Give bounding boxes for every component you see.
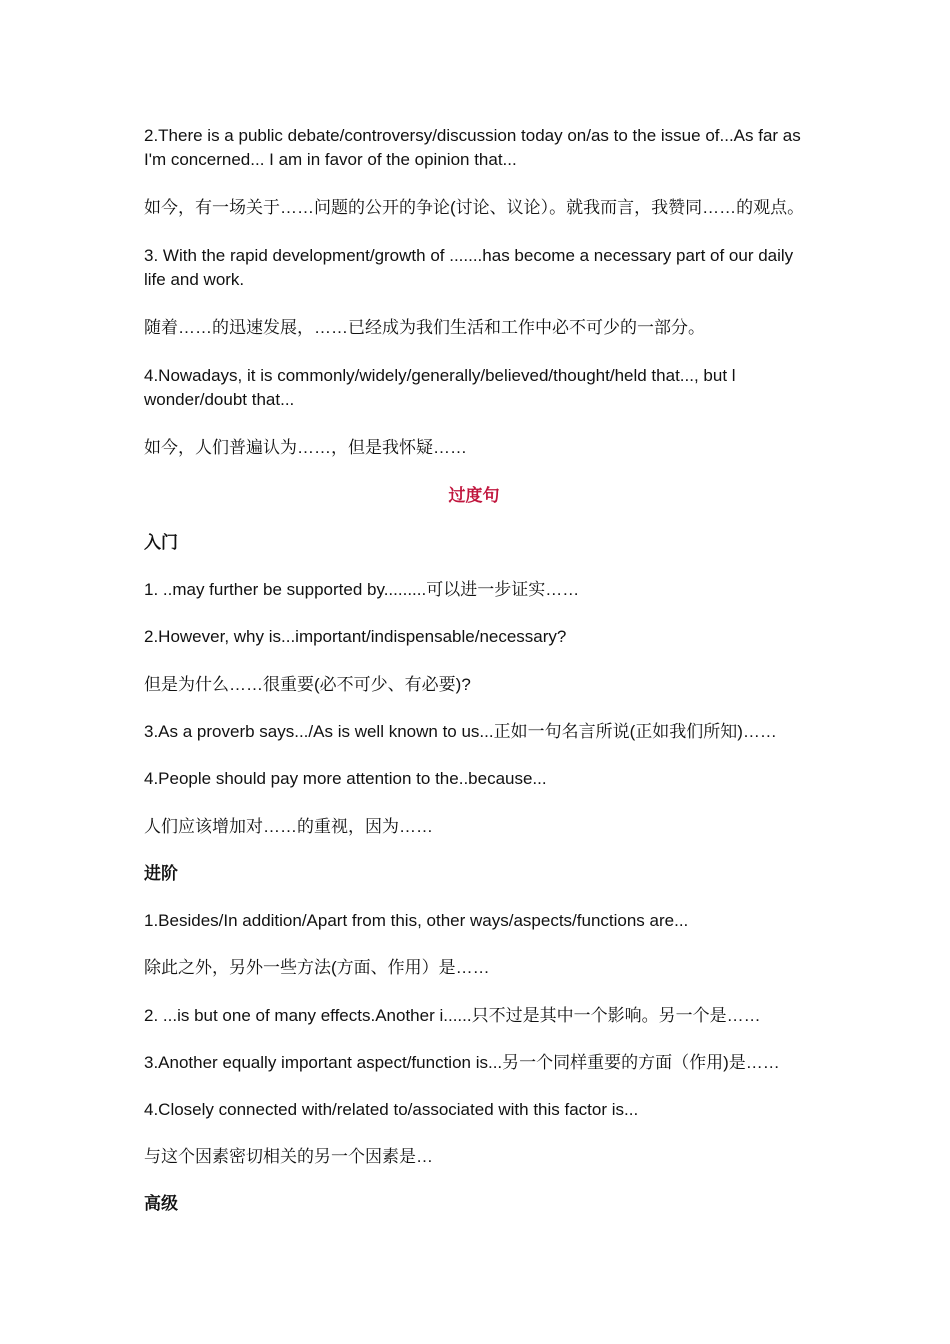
paragraph-debate-en: 2.There is a public debate/controversy/discussion today on/as to the issue of...As far as I'm concerned... I am in favor of the opinion that... [144, 126, 801, 169]
beginner-line: 2.However, why is...important/indispensable/necessary? [144, 627, 567, 646]
section-title: 过度句 [448, 486, 500, 505]
heading-intermediate: 进阶 [144, 864, 178, 883]
intermediate-line: 3.Another equally important aspect/function is...另一个同样重要的方面（作用)是…… [144, 1053, 780, 1072]
beginner-line: 但是为什么……很重要(必不可少、有必要)? [144, 675, 471, 694]
intermediate-line: 2. ...is but one of many effects.Another i......只不过是其中一个影响。另一个是…… [144, 1006, 761, 1025]
intermediate-line: 与这个因素密切相关的另一个因素是… [144, 1147, 433, 1166]
intermediate-line: 除此之外，另外一些方法(方面、作用）是…… [144, 958, 490, 977]
intermediate-line: 4.Closely connected with/related to/associated with this factor is... [144, 1100, 639, 1119]
beginner-line: 3.As a proverb says.../As is well known to us...正如一句名言所说(正如我们所知)…… [144, 722, 777, 741]
heading-advanced: 高级 [144, 1194, 178, 1213]
beginner-line: 4.People should pay more attention to the..because... [144, 769, 547, 788]
paragraph-development-zh: 随着……的迅速发展，……已经成为我们生活和工作中必不可少的一部分。 [144, 318, 705, 337]
beginner-line: 1. ..may further be supported by.........可以进一步证实…… [144, 580, 580, 599]
heading-beginner: 入门 [144, 533, 178, 552]
paragraph-development-en: 3. With the rapid development/growth of .......has become a necessary part of our daily life and work. [144, 246, 794, 289]
paragraph-debate-zh: 如今，有一场关于……问题的公开的争论(讨论、议论）。就我而言，我赞同……的观点。 [144, 198, 805, 217]
paragraph-nowadays-en: 4.Nowadays, it is commonly/widely/generally/believed/thought/held that..., but l wonder/doubt that... [144, 366, 736, 409]
beginner-line: 人们应该增加对……的重视，因为…… [144, 817, 433, 836]
paragraph-nowadays-zh: 如今，人们普遍认为……，但是我怀疑…… [144, 438, 467, 457]
intermediate-line: 1.Besides/In addition/Apart from this, other ways/aspects/functions are... [144, 911, 689, 930]
